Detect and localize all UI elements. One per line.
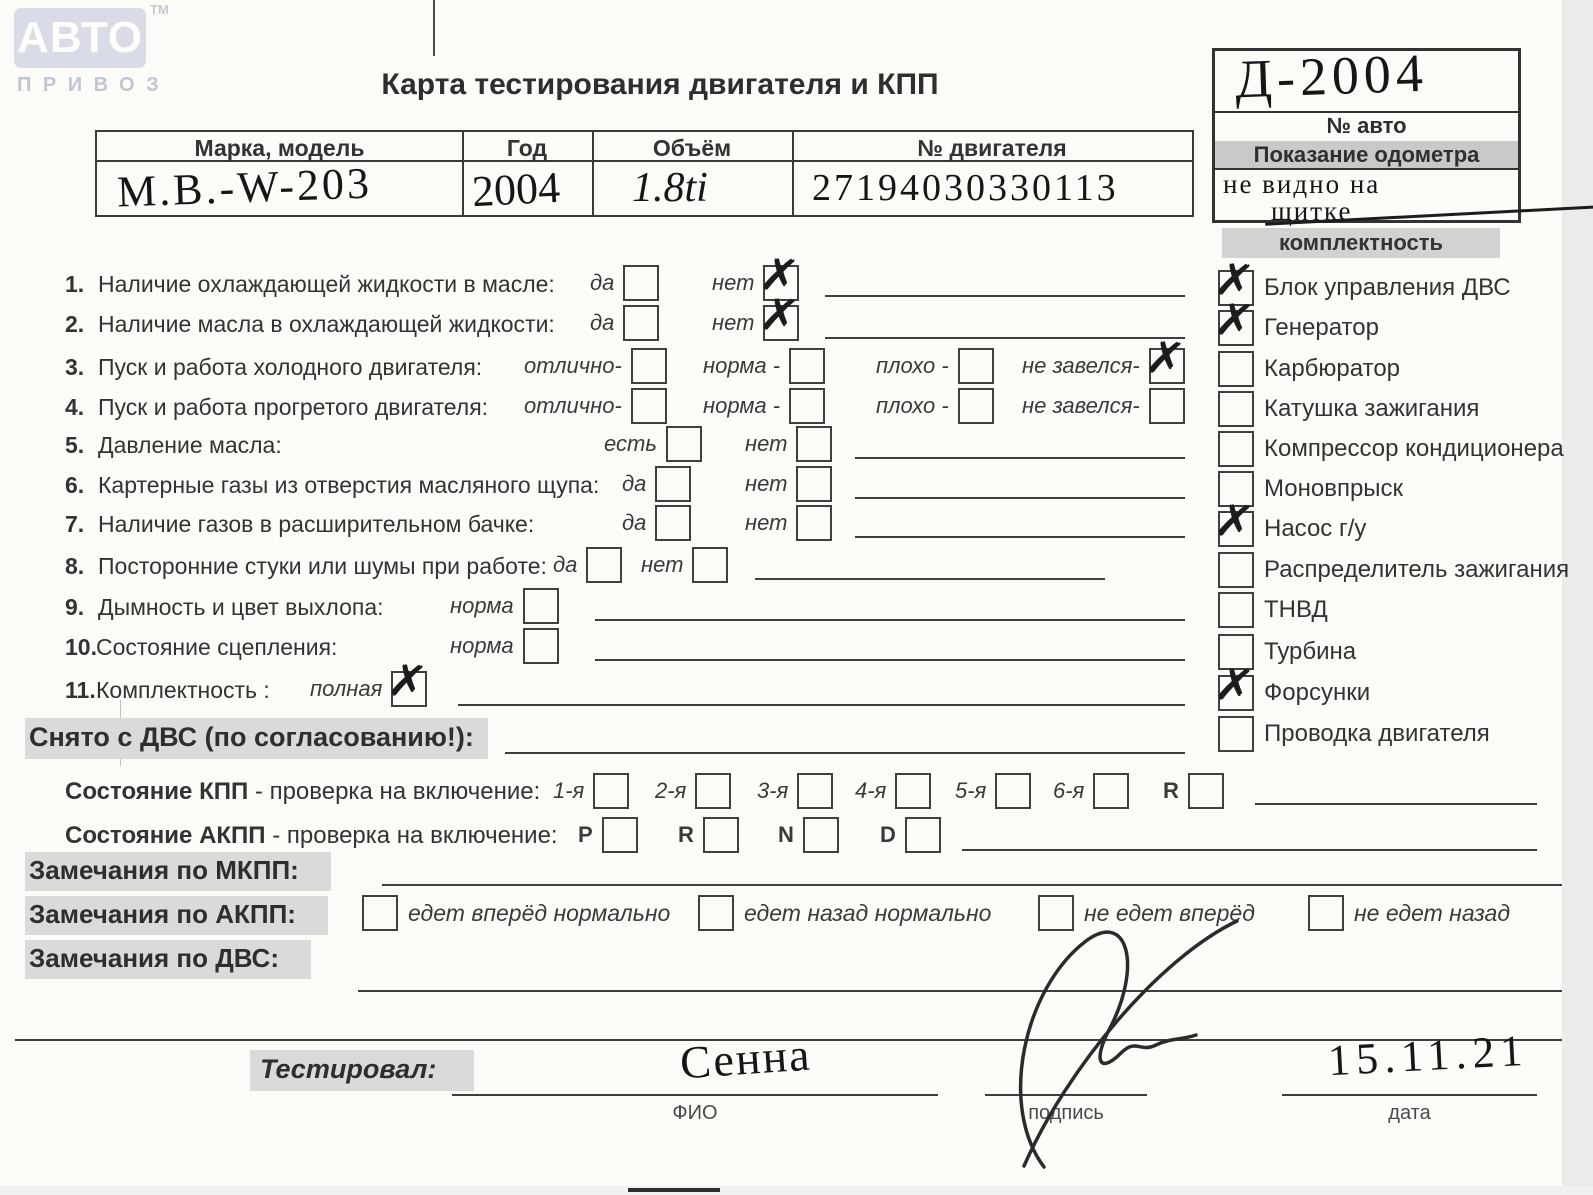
odometer-label: Показание одометра [1253,142,1480,167]
checkbox-forward-ok[interactable] [362,895,398,931]
col-header-year: Год [506,135,548,161]
checkbox-component[interactable] [1218,552,1254,588]
option-otlichno [524,387,667,425]
removed-from-engine-label: Снято с ДВС (по согласованию!): [25,718,488,759]
option-net [745,504,832,542]
component-label: Карбюратор [1264,355,1401,382]
item-number: 6. [65,472,85,498]
item-number: 7. [65,511,85,537]
make-model-value: М.В.-W-203 [116,158,373,217]
checkbox-component[interactable] [1218,391,1254,427]
checkbox-net[interactable] [796,505,832,541]
signature-line[interactable] [985,1094,1147,1096]
component-label: ТНВД [1264,596,1328,623]
col-header-engine-number: № двигателя [917,135,1067,161]
checkbox-net[interactable] [796,466,832,502]
tester-name-value: Сенна [678,1028,813,1089]
akpp-label-rest: - проверка на включение: [272,822,558,849]
gear-2 [655,772,731,810]
remarks-dvs-label: Замечания по ДВС: [25,940,311,979]
write-in-line[interactable] [962,849,1537,851]
option-norma [450,587,559,625]
checkbox-est[interactable] [666,426,702,462]
odometer-value-line1: не видно на [1223,169,1381,199]
component-label: Катушка зажигания [1264,395,1480,422]
option-label: есть [604,431,657,456]
checkbox-component[interactable] [1218,716,1254,752]
checkbox-polnaya[interactable] [391,671,427,707]
gear-3 [757,772,833,810]
checkbox-component[interactable] [1218,511,1254,547]
option-da [590,304,659,342]
item-label: Посторонние стуки или шумы при работе: [98,553,547,579]
option-polnaya [310,670,427,708]
logo-privoz-text: ПРИВОЗ [17,74,171,96]
option-label: полная [310,676,383,701]
option-label: да [590,270,615,295]
kpp-row [0,772,1593,812]
option-label: нет [712,270,755,295]
checkbox-gear-4[interactable] [895,773,931,809]
date-value: 15.11.21 [1326,1025,1530,1086]
akpp-remark-backward-ok [698,894,991,932]
car-number-label: № авто [1326,113,1407,138]
option-da [622,465,691,503]
kpp-label-strong: Состояние КПП [65,778,249,805]
akpp-p [578,816,638,854]
date-caption: дата [1388,1102,1431,1124]
checkbox-gear-r[interactable] [1188,773,1224,809]
option-ploho [876,347,994,385]
gear-label: 5-я [955,778,987,803]
option-label: нет [745,510,788,535]
write-in-line[interactable] [382,884,1562,886]
col-header-make-model: Марка, модель [194,135,365,161]
checkbox-ploho[interactable] [958,388,994,424]
write-in-line[interactable] [855,497,1185,499]
component-label: Блок управления ДВС [1264,274,1511,301]
option-label: плохо - [876,393,949,418]
option-label: отлично- [524,353,622,378]
write-in-line[interactable] [595,619,1185,621]
option-label: да [622,471,647,496]
option-label: норма - [703,353,781,378]
write-in-line[interactable] [358,990,1562,992]
option-label: норма [450,633,514,658]
akpp-remark-label: не едет вперёд [1084,899,1255,926]
option-label: нет [745,431,788,456]
item-number: 3. [65,354,85,380]
gear-6 [1053,772,1129,810]
tester-name-line[interactable] [452,1094,938,1096]
checkbox-ploho[interactable] [958,348,994,384]
component-label: Моновпрыск [1264,475,1404,502]
option-net [745,465,832,503]
option-da [553,546,622,584]
checkbox-da[interactable] [655,466,691,502]
write-in-line[interactable] [755,578,1105,580]
option-da [590,264,659,302]
item-label: Наличие масла в охлаждающей жидкости: [98,311,555,337]
page-title: Карта тестирования двигателя и КПП [381,68,939,101]
checkbox-gear-2[interactable] [695,773,731,809]
component-label: Компрессор кондиционера [1264,435,1564,462]
item-number: 2. [65,311,85,337]
item-label: Комплектность : [96,677,270,703]
checkbox-no-forward[interactable] [1038,895,1074,931]
akpp-label-strong: Состояние АКПП [65,822,266,849]
checkbox-norma[interactable] [523,628,559,664]
checkbox-akpp-p[interactable] [602,817,638,853]
kpp-label-rest: - проверка на включение: [254,778,541,805]
option-label: плохо - [876,353,949,378]
checkbox-net[interactable] [763,305,799,341]
engine-number-value: 27194030330113 [812,167,1119,209]
option-label: не завелся- [1022,393,1140,418]
checkbox-component[interactable] [1218,351,1254,387]
item-label: Наличие охлаждающей жидкости в масле: [98,271,555,297]
gear-label: 4-я [855,778,887,803]
year-value: 2004 [470,162,562,217]
akpp-remark-forward-ok [362,894,670,932]
logo-tm-mark: ТМ [150,2,169,17]
component-label: Насос г/у [1264,515,1367,542]
akpp-label [65,822,558,850]
gear-5 [955,772,1031,810]
checkbox-norma[interactable] [789,348,825,384]
write-in-line[interactable] [1255,803,1537,805]
option-ploho [876,387,994,425]
write-in-line[interactable] [825,295,1185,297]
item-number: 9. [65,594,85,620]
gear-label: 2-я [655,778,687,803]
option-norma [450,627,559,665]
checkbox-da[interactable] [655,505,691,541]
akpp-option-label: P [578,822,593,847]
item-number: 5. [65,432,85,458]
signature-caption: подпись [1028,1102,1104,1124]
option-norma [703,347,825,385]
akpp-row [0,816,1593,856]
checkbox-norma[interactable] [789,388,825,424]
option-label: да [590,310,615,335]
option-label: норма - [703,393,781,418]
checkbox-backward-ok[interactable] [698,895,734,931]
checkbox-da[interactable] [586,547,622,583]
gear-1 [553,772,629,810]
remarks-akpp-label: Замечания по АКПП: [25,896,328,935]
checkbox-otlichno[interactable] [631,388,667,424]
completeness-header: комплектность [1222,228,1500,258]
akpp-option-label: D [880,822,896,847]
akpp-remark-label: едет вперёд нормально [408,899,671,926]
volume-value: 1.8ti [632,165,708,211]
write-in-line[interactable] [458,704,1185,706]
option-net [641,546,728,584]
checkbox-da[interactable] [623,265,659,301]
option-norma [703,387,825,425]
akpp-option-label: R [678,822,694,847]
gear-label: R [1163,778,1179,803]
akpp-remark-no-backward [1308,894,1510,932]
checkbox-gear-1[interactable] [593,773,629,809]
option-est [604,425,702,463]
date-line[interactable] [1282,1094,1537,1096]
item-number: 11. [65,677,96,703]
item-label: Пуск и работа холодного двигателя: [98,354,483,380]
remarks-akpp-row [0,894,1593,938]
option-label: отлично- [524,393,622,418]
item-label: Давление масла: [98,432,282,458]
remarks-mkpp-label: Замечания по МКПП: [25,852,331,891]
checkbox-akpp-n[interactable] [803,817,839,853]
item-row-9 [0,587,1593,627]
option-net [712,304,799,342]
checkbox-akpp-d[interactable] [905,817,941,853]
write-in-line[interactable] [505,752,1185,754]
gear-4 [855,772,931,810]
component-label: Генератор [1264,314,1379,341]
write-in-line[interactable] [825,337,1185,339]
checkbox-gear-6[interactable] [1093,773,1129,809]
logo-avto-box [14,8,146,68]
item-label: Пуск и работа прогретого двигателя: [98,394,489,420]
checkbox-net[interactable] [692,547,728,583]
fio-caption: ФИО [672,1102,718,1124]
odometer-value-line2: щитке [1271,196,1574,227]
tested-by-label: Тестировал: [250,1050,474,1091]
vehicle-info-table [95,130,1194,217]
component-label: Распределитель зажигания [1264,556,1570,583]
item-number: 4. [65,394,85,420]
write-in-line[interactable] [855,536,1185,538]
gear-label: 1-я [553,778,585,803]
scan-bottom-edge [0,1186,1593,1195]
checkbox-net[interactable] [796,426,832,462]
car-number-value: Д-2004 [1234,42,1429,110]
checkbox-ne-zavelsya[interactable] [1149,388,1185,424]
item-label: Дымность и цвет выхлопа: [98,594,384,620]
car-number-box [1212,42,1521,226]
gear-label: 6-я [1053,778,1085,803]
component-label: Проводка двигателя [1264,720,1490,747]
item-label: Состояние сцепления: [96,634,338,660]
item-number: 10. [65,634,97,660]
akpp-r [678,816,739,854]
akpp-remark-label: едет назад нормально [744,899,992,926]
option-label: да [622,510,647,535]
option-otlichno [524,347,667,385]
item-label: Наличие газов в расширительном бачке: [98,511,535,537]
checkbox-da[interactable] [623,305,659,341]
option-label: да [553,552,578,577]
scan-edge-artifact [433,0,435,56]
checkbox-akpp-r[interactable] [703,817,739,853]
gear-r [1163,772,1224,810]
option-label: нет [641,552,684,577]
item-label: Картерные газы из отверстия масляного щупа: [98,472,600,498]
scan-bottom-mark [628,1188,720,1192]
akpp-d [880,816,941,854]
checkbox-no-backward[interactable] [1308,895,1344,931]
write-in-line[interactable] [855,457,1185,459]
checkbox-gear-5[interactable] [995,773,1031,809]
option-label: нет [712,310,755,335]
checkbox-component[interactable] [1218,675,1254,711]
logo-brand-text: АВТО [17,13,143,62]
item-number: 8. [65,553,85,579]
option-label: не завелся- [1022,353,1140,378]
akpp-remark-no-forward [1038,894,1255,932]
option-label: норма [450,593,514,618]
akpp-remark-label: не едет назад [1354,899,1511,926]
akpp-n [778,816,839,854]
item-number: 1. [65,271,85,297]
kpp-label [65,778,540,806]
col-header-volume: Объём [652,135,732,161]
checkbox-ne-zavelsya[interactable] [1149,348,1185,384]
checkbox-component[interactable] [1218,310,1254,346]
option-ne-zavelsya [1022,387,1185,425]
checkbox-gear-3[interactable] [797,773,833,809]
checkbox-otlichno[interactable] [631,348,667,384]
component-label: Турбина [1264,638,1357,665]
checkbox-component[interactable] [1218,592,1254,628]
gear-label: 3-я [757,778,789,803]
write-in-line[interactable] [595,659,1185,661]
akpp-option-label: N [778,822,794,847]
option-label: нет [745,471,788,496]
option-net [745,425,832,463]
option-ne-zavelsya [1022,347,1185,385]
checkbox-component[interactable] [1218,431,1254,467]
checkbox-norma[interactable] [523,588,559,624]
component-label: Форсунки [1264,679,1371,706]
option-da [622,504,691,542]
